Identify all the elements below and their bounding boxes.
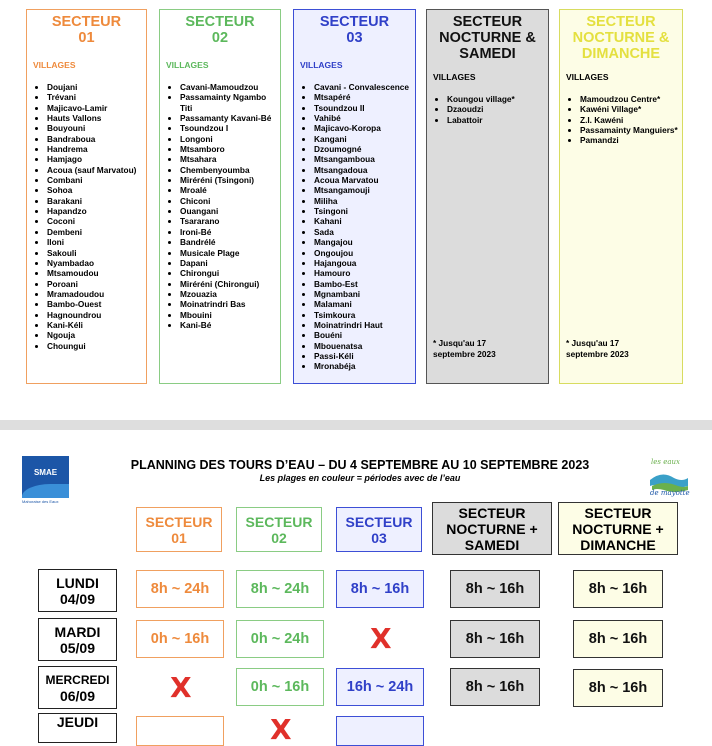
schedule-cell: 8h ~ 16h	[336, 570, 424, 608]
planning-title: PLANNING DES TOURS D’EAU – DU 4 SEPTEMBRE AU 10 SEPTEMBRE 2023	[130, 458, 590, 472]
sector-title-line: DIMANCHE	[581, 46, 661, 62]
villages-label: VILLAGES	[300, 60, 343, 70]
eaux-de-mayotte-logo	[644, 456, 690, 500]
day-date: 04/09	[59, 590, 96, 607]
village-item: • Choungui	[47, 341, 146, 351]
village-item: • Hapandzo	[47, 206, 146, 216]
sector-01-card	[26, 9, 147, 384]
day-label-mardi	[38, 618, 117, 661]
schedule-cell: 8h ~ 24h	[236, 570, 324, 608]
day-date: 06/09	[59, 687, 96, 704]
village-item: • Dapani	[180, 258, 280, 268]
village-item: • Mtsamboro	[180, 144, 280, 154]
village-item: • Bouyouni	[47, 123, 146, 133]
sector-title-line: 02	[211, 30, 229, 46]
village-item: • Miréréni (Chirongui)	[180, 279, 280, 289]
village-item: • Passi-Kéli	[314, 351, 415, 361]
village-item: • Sakouli	[47, 248, 146, 258]
header-line: SECTEUR	[145, 513, 213, 530]
sector-01-title	[27, 14, 146, 46]
village-item: • Barakani	[47, 196, 146, 206]
village-item: • Miréréni (Tsingoni)	[180, 175, 280, 185]
village-item: • Mroalé	[180, 185, 280, 195]
village-item: • Dembeni	[47, 227, 146, 237]
day-name: MARDI	[54, 623, 101, 640]
village-item: • Mtsangamouji	[314, 185, 415, 195]
village-item: • Chiconi	[180, 196, 280, 206]
no-water-mark: X	[270, 713, 292, 746]
schedule-cell: 16h ~ 24h	[336, 668, 424, 706]
header-sector-nocturne-samedi	[432, 502, 552, 555]
villages-label: VILLAGES	[33, 60, 76, 70]
village-item: • Majicavo-Koropa	[314, 123, 415, 133]
village-item: • Bambo-Ouest	[47, 299, 146, 309]
day-date: 05/09	[59, 639, 96, 656]
village-item: • Trévani	[47, 92, 146, 102]
village-item: • Poroani	[47, 279, 146, 289]
header-line: SECTEUR	[584, 504, 652, 521]
header-line: SECTEUR	[345, 513, 413, 530]
sector-title-line: 01	[78, 30, 95, 46]
sector-title-line: NOCTURNE &	[572, 30, 670, 46]
schedule-cell: 0h ~ 24h	[236, 620, 324, 658]
village-item: • Nyambadao	[47, 258, 146, 268]
day-label-jeudi	[38, 713, 117, 743]
header-sector-nocturne-dimanche	[558, 502, 678, 555]
sector-03-card	[293, 9, 416, 384]
village-item: • Moinatrindri Bas	[180, 299, 280, 309]
village-item: • Doujani	[47, 82, 146, 92]
village-item: • Miliha	[314, 196, 415, 206]
header-line: 03	[371, 529, 387, 546]
village-item: • Hajangoua	[314, 258, 415, 268]
village-item: • Mtsangamboua	[314, 154, 415, 164]
section-divider	[0, 420, 712, 430]
village-item: • Mtsamoudou	[47, 268, 146, 278]
village-item: • Mangajou	[314, 237, 415, 247]
day-name: LUNDI	[56, 574, 99, 591]
village-item: • Ngouja	[47, 330, 146, 340]
villages-label: VILLAGES	[166, 60, 209, 70]
schedule-cell: 8h ~ 16h	[450, 570, 540, 608]
village-item: • Iloni	[47, 237, 146, 247]
village-item: • Mgnambani	[314, 289, 415, 299]
village-item: • Mtsangadoua	[314, 165, 415, 175]
village-item: • Hauts Vallons	[47, 113, 146, 123]
smae-logo-subtitle: Mahoraise des Eaux	[22, 499, 59, 504]
footnote	[566, 338, 629, 359]
header-line: NOCTURNE +	[446, 520, 538, 537]
village-item: • Kani-Kéli	[47, 320, 146, 330]
village-item: • Tsoundzou I	[180, 123, 280, 133]
header-line: 02	[271, 529, 287, 546]
footnote-line: septembre 2023	[566, 348, 629, 359]
day-name: MERCREDI	[45, 672, 110, 687]
village-item: • Kahani	[314, 216, 415, 226]
village-item: • Passamainty Ngambo Titi	[180, 92, 280, 113]
header-line: SECTEUR	[245, 513, 313, 530]
day-name: JEUDI	[56, 714, 99, 730]
header-line: SECTEUR	[458, 504, 526, 521]
village-item: • Mbouenatsa	[314, 341, 415, 351]
schedule-cell: 8h ~ 16h	[450, 620, 540, 658]
village-list	[560, 94, 682, 146]
village-item: • Mzouazia	[180, 289, 280, 299]
schedule-cell: 8h ~ 16h	[573, 620, 663, 658]
village-list	[294, 82, 415, 372]
logo-bottom-text: de mayotte	[650, 489, 690, 497]
village-item: • Malamani	[314, 299, 415, 309]
village-item: • Koungou village*	[447, 94, 548, 104]
village-item: • Pamandzi	[580, 135, 682, 145]
header-sector-01	[136, 507, 222, 552]
village-item: • Chembenyoumba	[180, 165, 280, 175]
village-item: • Ouangani	[180, 206, 280, 216]
smae-logo-text: SMAE	[33, 468, 58, 477]
village-item: • Mamoudzou Centre*	[580, 94, 682, 104]
village-item: • Longoni	[180, 134, 280, 144]
village-item: • Sada	[314, 227, 415, 237]
sector-title-line: 03	[346, 30, 363, 46]
villages-label: VILLAGES	[433, 72, 476, 82]
day-label-lundi	[38, 569, 117, 612]
village-item: • Hagnoundrou	[47, 310, 146, 320]
village-list	[160, 82, 280, 330]
village-item: • Chirongui	[180, 268, 280, 278]
village-item: • Mbouini	[180, 310, 280, 320]
header-line: DIMANCHE	[580, 536, 656, 553]
village-item: • Mtsahara	[180, 154, 280, 164]
village-item: • Cavani - Convalescence	[314, 82, 415, 92]
schedule-cell: 8h ~ 16h	[450, 668, 540, 706]
village-item: • Labattoir	[447, 115, 548, 125]
sector-title-line: NOCTURNE &	[439, 30, 536, 46]
village-item: • Cavani-Mamoudzou	[180, 82, 280, 92]
logo-top-text: les eaux	[651, 458, 680, 466]
schedule-cell: 8h ~ 16h	[573, 669, 663, 707]
header-line: 01	[171, 529, 187, 546]
sector-02-card	[159, 9, 281, 384]
no-water-mark: X	[170, 671, 192, 704]
village-item: • Acoua (sauf Marvatou)	[47, 165, 146, 175]
village-item: • Mronabéja	[314, 361, 415, 371]
sector-title-line: SECTEUR	[452, 14, 523, 30]
village-item: • Kangani	[314, 134, 415, 144]
footnote	[433, 338, 496, 359]
sector-title-line: SAMEDI	[459, 46, 516, 62]
village-item: • Tsingoni	[314, 206, 415, 216]
village-item: • Ironi-Bé	[180, 227, 280, 237]
village-item: • Passamainty Manguiers*	[580, 125, 682, 135]
sector-title-line: SECTEUR	[586, 14, 656, 30]
village-item: • Bandrélé	[180, 237, 280, 247]
smae-logo	[22, 456, 69, 498]
village-item: • Coconi	[47, 216, 146, 226]
schedule-cell: 8h ~ 24h	[136, 570, 224, 608]
schedule-cell: 0h ~ 16h	[136, 620, 224, 658]
sector-nocturne-dimanche-card	[559, 9, 683, 384]
header-line: NOCTURNE +	[572, 520, 664, 537]
village-item: • Bouéni	[314, 330, 415, 340]
day-label-mercredi	[38, 666, 117, 709]
village-item: • Acoua Marvatou	[314, 175, 415, 185]
no-water-mark: X	[370, 622, 392, 655]
schedule-cell	[136, 716, 224, 746]
village-item: • Dzoumogné	[314, 144, 415, 154]
footnote-line: * Jusqu'au 17	[566, 338, 620, 348]
footnote-line: * Jusqu'au 17	[433, 338, 487, 348]
village-item: • Ongoujou	[314, 248, 415, 258]
village-item: • Majicavo-Lamir	[47, 103, 146, 113]
village-item: • Handrema	[47, 144, 146, 154]
village-item: • Mramadoudou	[47, 289, 146, 299]
village-list	[27, 82, 146, 351]
sector-02-title	[160, 14, 280, 46]
village-list	[427, 94, 548, 125]
village-item: • Vahibé	[314, 113, 415, 123]
village-item: • Z.I. Kawéni	[580, 115, 682, 125]
header-sector-02	[236, 507, 322, 552]
village-item: • Passamanty Kavani-Bé	[180, 113, 280, 123]
header-line: SAMEDI	[464, 536, 520, 553]
village-item: • Kani-Bé	[180, 320, 280, 330]
village-item: • Mtsapéré	[314, 92, 415, 102]
village-item: • Tsoundzou II	[314, 103, 415, 113]
village-item: • Kawéni Village*	[580, 104, 682, 114]
sector-nocturne-samedi-card	[426, 9, 549, 384]
sector-nocturne-samedi-title	[427, 14, 548, 62]
sector-03-title	[294, 14, 415, 46]
sector-title-line: SECTEUR	[185, 14, 255, 30]
village-item: • Tsararano	[180, 216, 280, 226]
village-item: • Hamjago	[47, 154, 146, 164]
village-item: • Tsimkoura	[314, 310, 415, 320]
footnote-line: septembre 2023	[433, 348, 496, 359]
village-item: • Dzaoudzi	[447, 104, 548, 114]
villages-label: VILLAGES	[566, 72, 609, 82]
header-sector-03	[336, 507, 422, 552]
schedule-cell: 8h ~ 16h	[573, 570, 663, 608]
village-item: • Combani	[47, 175, 146, 185]
village-item: • Bambo-Est	[314, 279, 415, 289]
village-item: • Hamouro	[314, 268, 415, 278]
village-item: • Sohoa	[47, 185, 146, 195]
sector-title-line: SECTEUR	[319, 14, 390, 30]
village-item: • Bandraboua	[47, 134, 146, 144]
planning-subtitle: Les plages en couleur = périodes avec de l’eau	[259, 473, 461, 483]
schedule-cell	[336, 716, 424, 746]
village-item: • Moinatrindri Haut	[314, 320, 415, 330]
schedule-cell: 0h ~ 16h	[236, 668, 324, 706]
sector-nocturne-dimanche-title	[560, 14, 682, 62]
wave-icon	[22, 484, 69, 498]
village-item: • Musicale Plage	[180, 248, 280, 258]
sector-title-line: SECTEUR	[51, 14, 122, 30]
